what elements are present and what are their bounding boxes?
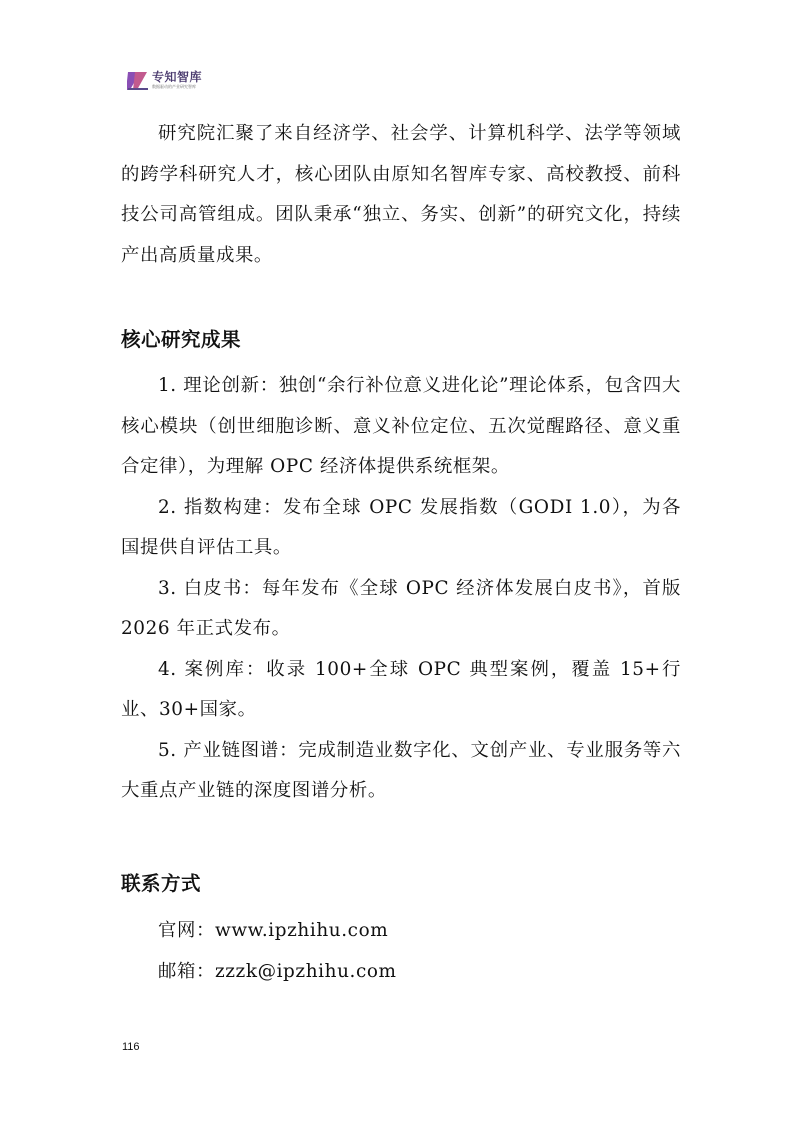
intro-block [121, 114, 681, 276]
contact-email: 邮箱：zzzk@ipzhihu.com [158, 960, 397, 982]
list-item: 5. 产业链图谱：完成制造业数字化、文创产业、专业服务等六大重点产业链的深度图谱分析。 [121, 739, 681, 801]
logo-mark-icon [127, 70, 149, 92]
page-number: 116 [122, 1041, 140, 1053]
contact-website: 官网：www.ipzhihu.com [158, 920, 389, 941]
logo [127, 70, 202, 92]
intro-paragraph: 研究院汇聚了来自经济学、社会学、计算机科学、法学等领域的跨学科研究人才，核心团队由原知名智库专家、高校教授、前科技公司高管组成。团队秉承“独立、务实、创新”的研究文化，持续产出高质量成果。 [121, 123, 681, 266]
logo-name: 专知智库 [152, 70, 203, 84]
achievements-heading: 核心研究成果 [121, 328, 242, 351]
list-item: 1. 理论创新：独创“余行补位意义进化论”理论体系，包含四大核心模块（创世细胞诊断、意义补位定位、五次觉醒路径、意义重合定律），为理解 OPC 经济体提供系统框架。 [121, 375, 681, 477]
contact-heading: 联系方式 [121, 872, 202, 895]
achievements-list [121, 366, 681, 812]
list-item: 2. 指数构建：发布全球 OPC 发展指数（GODI 1.0），为各国提供自评估工具。 [121, 496, 681, 558]
list-item: 3. 白皮书：每年发布《全球 OPC 经济体发展白皮书》，首版 2026 年正式发布。 [121, 577, 681, 639]
list-item: 4. 案例库：收录 100+全球 OPC 典型案例，覆盖 15+行业、30+国家。 [121, 658, 681, 720]
contact-block [121, 911, 681, 992]
logo-tagline: 数据驱动的产业研究智库 [152, 84, 196, 89]
